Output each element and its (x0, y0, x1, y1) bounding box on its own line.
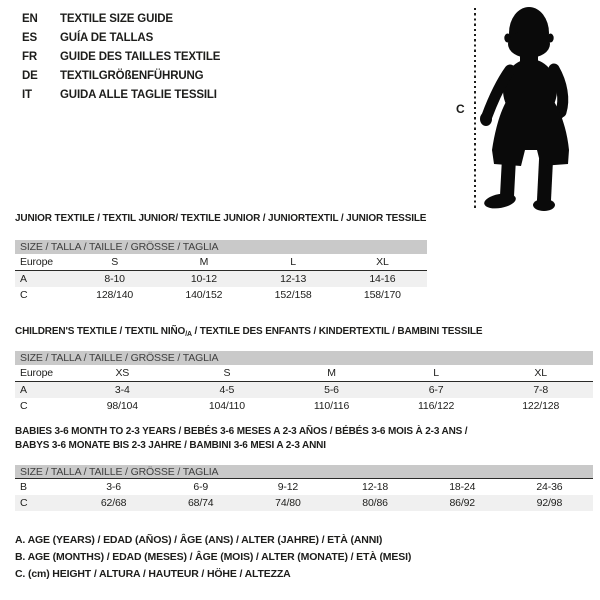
junior-table-title: JUNIOR TEXTILE / TEXTIL JUNIOR/ TEXTILE JUNIOR / JUNIORTEXTIL / JUNIOR TESSILE (15, 213, 427, 224)
table-cell: 4-5 (219, 384, 235, 396)
table-cell: 24-36 (536, 481, 563, 493)
babies-row-months (15, 479, 593, 495)
babies-row-height (15, 495, 593, 511)
language-code: IT (22, 88, 32, 101)
children-row-age (15, 382, 593, 398)
table-cell: 80/86 (362, 497, 388, 509)
size-column: XL (376, 256, 389, 268)
row-label: C (20, 400, 28, 412)
row-label: A (20, 384, 27, 396)
language-code: EN (22, 12, 38, 25)
table-cell: 5-6 (324, 384, 339, 396)
row-label: C (20, 497, 28, 509)
table-cell: 9-12 (277, 481, 299, 493)
language-title: GUÍA DE TALLAS (60, 31, 154, 44)
size-column: S (111, 256, 119, 268)
size-column: XL (534, 367, 547, 379)
table-cell: 6-7 (428, 384, 444, 396)
row-label: Europe (20, 367, 53, 379)
language-code: FR (22, 50, 38, 63)
babies-table-section (15, 425, 593, 511)
table-cell: 152/158 (274, 289, 312, 301)
size-column: M (327, 367, 336, 379)
children-table-title (15, 326, 593, 341)
size-column: XS (115, 367, 130, 379)
babies-table-title-line2: BABYS 3-6 MONATE BIS 2-3 JAHRE / BAMBINI 3-6 MESI A 2-3 ANNI (15, 439, 326, 451)
language-title: TEXTILGRÖßENFÜHRUNG (60, 69, 204, 82)
junior-row-age (15, 271, 427, 287)
table-cell: 158/170 (363, 289, 401, 301)
language-title: GUIDE DES TAILLES TEXTILE (60, 50, 221, 63)
table-cell: 98/104 (106, 400, 138, 412)
size-column: M (199, 256, 209, 268)
table-cell: 140/152 (185, 289, 223, 301)
row-label: Europe (20, 256, 53, 268)
row-label: C (20, 289, 28, 301)
height-measure-label: C (456, 102, 465, 116)
height-measure-figure (450, 0, 600, 216)
legend-footnotes (15, 532, 411, 583)
language-title: TEXTILE SIZE GUIDE (60, 12, 173, 25)
table-cell: 92/98 (536, 497, 563, 509)
height-dashed-line (474, 8, 476, 210)
table-cell: 62/68 (100, 497, 127, 509)
table-cell: 10-12 (190, 273, 217, 285)
size-header-bar (15, 351, 593, 365)
language-row-en (22, 9, 220, 28)
children-row-height (15, 398, 593, 414)
table-cell: 3-6 (106, 481, 121, 493)
size-column: L (433, 367, 439, 379)
size-header-label: SIZE / TALLA / TAILLE / GRÖSSE / TAGLIA (20, 466, 219, 478)
row-label: B (20, 481, 27, 493)
language-code: DE (22, 69, 38, 82)
junior-columns-row (15, 254, 427, 271)
title-subscript: /A (185, 331, 192, 338)
table-cell: 110/116 (313, 400, 350, 412)
junior-table-section (15, 213, 427, 303)
language-title-list (22, 9, 220, 104)
table-cell: 18-24 (449, 481, 476, 493)
size-header-label: SIZE / TALLA / TAILLE / GRÖSSE / TAGLIA (20, 352, 219, 364)
junior-row-height (15, 287, 427, 303)
language-code: ES (22, 31, 38, 44)
babies-table-title-line1: BABIES 3-6 MONTH TO 2-3 YEARS / BEBÉS 3-6 MESES A 2-3 AÑOS / BÉBÉS 3-6 MOIS À 2-3 ANS / (15, 426, 468, 437)
size-header-bar (15, 465, 593, 479)
size-column: L (290, 256, 296, 268)
footnote-c: C. (cm) HEIGHT / ALTURA / HAUTEUR / HÖHE / ALTEZZA (15, 568, 291, 580)
title-text: / TEXTILE DES ENFANTS / KINDERTEXTIL / BAMBINI TESSILE (191, 326, 483, 337)
size-header-bar (15, 240, 427, 254)
language-row-es (22, 28, 220, 47)
table-cell: 6-9 (193, 481, 209, 493)
title-text: CHILDREN'S TEXTILE / TEXTIL NIÑO (15, 326, 186, 337)
table-cell: 104/110 (208, 400, 245, 412)
language-row-de (22, 66, 220, 85)
table-cell: 14-16 (369, 273, 396, 285)
table-cell: 128/140 (96, 289, 134, 301)
children-columns-row (15, 365, 593, 382)
table-cell: 7-8 (533, 384, 549, 396)
table-cell: 12-13 (280, 273, 307, 285)
table-cell: 3-4 (114, 384, 130, 396)
footnote-b: B. AGE (MONTHS) / EDAD (MESES) / ÂGE (MOIS) / ALTER (MONATE) / ETÀ (MESI) (15, 551, 412, 563)
size-column: S (223, 367, 231, 379)
row-label: A (20, 273, 27, 285)
toddler-silhouette (480, 0, 580, 215)
footnote-a: A. AGE (YEARS) / EDAD (AÑOS) / ÂGE (ANS) / ALTER (JAHRE) / ETÀ (ANNI) (15, 534, 383, 546)
table-cell: 74/80 (275, 497, 301, 509)
table-cell: 86/92 (449, 497, 475, 509)
language-row-fr (22, 47, 220, 66)
table-cell: 122/128 (522, 400, 560, 412)
table-cell: 68/74 (187, 497, 214, 509)
table-cell: 116/122 (418, 400, 455, 412)
table-cell: 8-10 (104, 273, 125, 285)
children-table-section (15, 326, 593, 414)
table-cell: 12-18 (362, 481, 389, 493)
language-row-it (22, 85, 220, 104)
size-header-label: SIZE / TALLA / TAILLE / GRÖSSE / TAGLIA (20, 241, 219, 253)
language-title: GUIDA ALLE TAGLIE TESSILI (60, 88, 217, 101)
